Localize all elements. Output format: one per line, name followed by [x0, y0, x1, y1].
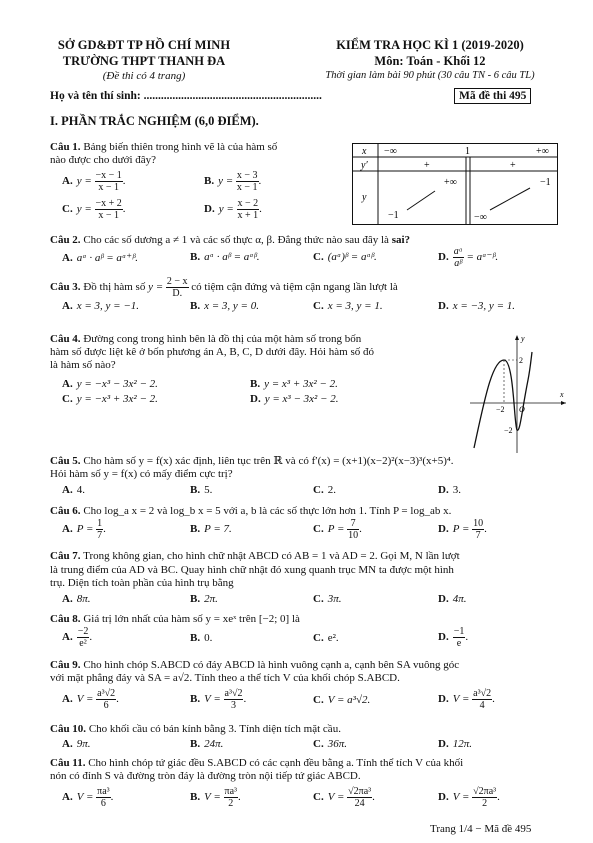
- q9-option-c: [313, 694, 370, 706]
- graph-y-arrow: [515, 335, 519, 340]
- q6-number: Câu 6.: [50, 505, 81, 517]
- q7-line2: là trung điểm của AD và BC. Quay hình chữ nhật đó xung quanh trục MN ta được một hình: [50, 564, 454, 576]
- time-note: Thời gian làm bài 90 phút (30 câu TN - 6 câu TL): [325, 70, 535, 81]
- q3-b-label: B.: [190, 300, 201, 312]
- q5-option-a: [62, 484, 85, 496]
- q9-b-den: 3: [231, 700, 237, 711]
- q1-option-b: B. y = $\frac{x - 3}{x - 1}$ .: [204, 170, 262, 193]
- q8-c-text: e².: [327, 632, 339, 644]
- q1-d-eq: y =: [218, 203, 234, 216]
- q9-a-frac: [96, 688, 116, 711]
- q3-num: 2 − x: [166, 276, 188, 287]
- q2-number: Câu 2.: [50, 234, 81, 246]
- q5-d-label: D.: [438, 484, 449, 496]
- q6-a-num: 1: [97, 518, 103, 529]
- q8-d-label: D.: [438, 631, 449, 644]
- q5-number: Câu 5.: [50, 455, 81, 467]
- q4-a-label: A.: [62, 378, 73, 390]
- q6-option-a: A. P = $\frac{1}{7}$ .: [62, 518, 106, 541]
- q6-option-c: C. P = $\frac{7}{10}$ .: [313, 518, 362, 541]
- q5-line2: Hỏi hàm số y = f(x) có mấy điểm cực trị?: [50, 468, 233, 480]
- q1-d-num: x − 2: [237, 198, 259, 209]
- q1-c-num: −x + 2: [95, 198, 122, 209]
- q6-option-d: D. P = $\frac{10}{7}$ .: [438, 518, 487, 541]
- q2-b-text: aᵅ · aᵝ = aᵅᵝ.: [204, 251, 260, 263]
- q11-line2: nón có đỉnh S và đường tròn đáy là đường tròn nội tiếp tứ giác ABCD.: [50, 770, 361, 782]
- q9-d-frac: [472, 688, 492, 711]
- q1-text1: Bảng biến thiên trong hình vẽ là của hàm số: [83, 141, 278, 153]
- q2-d-den: aᵝ: [454, 258, 463, 269]
- q10-c-label: C.: [313, 738, 324, 750]
- q3-b-text: x = 3, y = 0.: [204, 300, 259, 312]
- q4-option-a: [62, 378, 158, 390]
- q6-option-b: [190, 523, 232, 535]
- q4-a-text: y = −x³ − 3x² − 2.: [76, 378, 158, 390]
- q4-function-graph: [470, 330, 570, 455]
- q5-a-label: A.: [62, 484, 73, 496]
- q11-a-frac: [96, 786, 111, 809]
- q3-text-post: có tiệm cận đứng và tiệm cận ngang lần lượt là: [191, 281, 398, 294]
- table-minf: −∞: [384, 146, 397, 157]
- q2-option-d: [438, 246, 498, 269]
- q9-b-eq: V =: [204, 693, 221, 706]
- q1-text2: nào được cho dưới đây?: [50, 154, 157, 166]
- q1-b-den: x − 1: [236, 182, 258, 193]
- page-footer: Trang 1/4 − Mã đề 495: [430, 823, 532, 835]
- q7-a-text: 8π.: [76, 593, 91, 605]
- q9-d-den: 4: [479, 700, 485, 711]
- q5-d-text: 3.: [452, 484, 461, 496]
- q11-option-d: D. V = $\frac{\text{√2πa³}}{2}$ .: [438, 786, 500, 809]
- q5-text1: Cho hàm số y = f(x) xác định, liên tục trên ℝ và có f′(x) = (x+1)(x−2)²(x−3)³(x+5)⁴.: [83, 455, 454, 467]
- table-arrow-up: [407, 191, 435, 210]
- q9-c-text: V = a³√2.: [327, 694, 371, 706]
- q6-line: [50, 505, 451, 518]
- graph-tick-2: 2: [519, 356, 523, 365]
- q3-frac: [166, 276, 189, 299]
- q9-number: Câu 9.: [50, 659, 81, 671]
- q2-a-text: aᵅ · aᵝ = aᵅ⁺ᵝ.: [76, 252, 138, 264]
- q6-d-num: 10: [473, 518, 484, 529]
- q5-a-text: 4.: [76, 484, 85, 496]
- q3-c-text: x = 3, y = 1.: [327, 300, 383, 312]
- q9-text1: Cho hình chóp S.ABCD có đáy ABCD là hình vuông cạnh a, cạnh bên SA vuông góc: [83, 659, 460, 671]
- q2-sai: sai?: [391, 234, 411, 246]
- q4-line1: [50, 333, 361, 346]
- q3-option-c: [313, 300, 383, 312]
- school-name: TRƯỜNG THPT THANH ĐA: [62, 54, 226, 68]
- q3-d-text: x = −3, y = 1.: [452, 300, 515, 312]
- q9-line1: [50, 659, 459, 672]
- student-name-label: Họ và tên thí sinh: ..............................................................: [50, 90, 322, 102]
- q8-d-den: e: [456, 638, 462, 649]
- q3-number: Câu 3.: [50, 281, 81, 294]
- q8-option-b: [190, 632, 212, 644]
- q2-option-b: [190, 251, 260, 263]
- q10-d-text: 12π.: [452, 738, 472, 750]
- q1-option-d: D. y = $\frac{x - 2}{x + 1}$ .: [204, 198, 262, 221]
- table-plus2: +: [510, 160, 516, 171]
- q2-line: [50, 234, 410, 247]
- q3-a-label: A.: [62, 300, 73, 312]
- q9-b-num: a³√2: [224, 688, 243, 699]
- q9-option-a: A. V = $\frac{\text{a³√2}}{6}$ .: [62, 688, 119, 711]
- q10-b-label: B.: [190, 738, 201, 750]
- q5-line1: [50, 455, 453, 468]
- q6-a-label: A.: [62, 523, 73, 536]
- q11-c-eq: V =: [327, 791, 345, 804]
- table-neg1-left: −1: [388, 210, 399, 221]
- q9-line2: với mặt phẳng đáy và SA = a√2. Tính theo a thể tích V của khối chóp S.ABCD.: [50, 672, 400, 684]
- q6-d-den: 7: [475, 530, 481, 541]
- q9-d-num: a³√2: [473, 688, 492, 699]
- q11-b-label: B.: [190, 791, 201, 804]
- table-one: 1: [465, 146, 470, 157]
- q1-c-frac: [95, 198, 123, 221]
- q1-line1: [50, 141, 277, 154]
- q8-option-c: [313, 632, 339, 644]
- q5-b-text: 5.: [204, 484, 213, 496]
- q3-text-pre: Đồ thị hàm số: [83, 281, 146, 294]
- q11-b-den: 2: [228, 798, 234, 809]
- q11-option-a: A. V = $\frac{\text{πa³}}{6}$ .: [62, 786, 114, 809]
- q11-d-eq: V =: [452, 791, 470, 804]
- exam-title: KIỂM TRA HỌC KÌ 1 (2019-2020): [336, 38, 524, 52]
- q10-option-b: [190, 738, 223, 750]
- graph-tick-m2y: −2: [504, 426, 513, 435]
- q7-a-label: A.: [62, 593, 73, 605]
- section-title: I. PHẦN TRẮC NGHIỆM (6,0 ĐIỂM).: [50, 114, 259, 128]
- q7-option-a: [62, 593, 90, 605]
- q1-b-eq: y =: [218, 175, 234, 188]
- q10-c-text: 36π.: [327, 738, 347, 750]
- q10-number: Câu 10.: [50, 723, 87, 735]
- q6-c-den: 10: [348, 530, 359, 541]
- q6-b-text: P = 7.: [204, 523, 232, 535]
- q9-c-label: C.: [313, 694, 324, 706]
- pages-note: (Đề thi có 4 trang): [102, 70, 186, 82]
- q5-option-b: [190, 484, 212, 496]
- q8-text: Giá trị lớn nhất của hàm số y = xeˣ trên [−2; 0] là: [83, 613, 300, 625]
- q5-option-c: [313, 484, 336, 496]
- q1-a-label: A.: [62, 175, 73, 188]
- q1-option-a: A. y = $\frac{-x - 1}{x - 1}$ .: [62, 170, 126, 193]
- q11-d-den: 2: [482, 798, 488, 809]
- q9-b-label: B.: [190, 693, 201, 706]
- q7-c-text: 3π.: [327, 593, 342, 605]
- q4-c-text: y = −x³ + 3x² − 2.: [76, 393, 158, 405]
- table-x: x: [362, 146, 367, 157]
- q5-b-label: B.: [190, 484, 201, 496]
- q1-c-den: x − 1: [98, 210, 119, 221]
- q10-a-label: A.: [62, 738, 73, 750]
- q2-option-a: [62, 251, 138, 264]
- q3-den: D.: [172, 288, 183, 299]
- q11-number: Câu 11.: [50, 757, 86, 769]
- q6-a-den: 7: [97, 530, 103, 541]
- q11-c-label: C.: [313, 791, 324, 804]
- q11-d-num: √2πa³: [473, 786, 497, 797]
- table-yprime: y′: [361, 160, 368, 171]
- q11-text1: Cho hình chóp tứ giác đều S.ABCD có các cạnh đều bằng a. Tính thể tích V của khối: [88, 757, 464, 769]
- q6-text: Cho log_a x = 2 và log_b x = 5 với a, b là các số thực lớn hơn 1. Tính P = log_ab x.: [83, 505, 452, 517]
- q1-c-label: C.: [62, 203, 73, 216]
- q11-a-eq: V =: [76, 791, 94, 804]
- q5-option-d: [438, 484, 461, 496]
- q1-option-c: C. y = $\frac{-x + 2}{x - 1}$ .: [62, 198, 126, 221]
- graph-x-arrow: [561, 401, 566, 405]
- q8-line: [50, 613, 300, 626]
- q4-option-d: [250, 393, 338, 405]
- q1-a-frac: [95, 170, 123, 193]
- q3-c-label: C.: [313, 300, 324, 312]
- q3-a-text: x = 3, y = −1.: [76, 300, 139, 312]
- q8-a-frac: [77, 626, 90, 649]
- q6-c-num: 7: [347, 518, 359, 530]
- q2-text: Cho các số dương a ≠ 1 và các số thực α, β. Đẳng thức nào sau đây là: [83, 234, 389, 246]
- q8-a-num: −2: [77, 626, 89, 637]
- q11-a-label: A.: [62, 791, 73, 804]
- q8-option-a: A. $\frac{-2}{\text{e²}}$ .: [62, 626, 93, 649]
- q8-a-label: A.: [62, 631, 73, 644]
- q11-c-num: √2πa³: [348, 786, 372, 797]
- q7-option-b: [190, 593, 218, 605]
- q9-b-frac: [224, 688, 244, 711]
- q4-option-c: [62, 393, 158, 405]
- graph-origin: O: [519, 405, 525, 414]
- q4-number: Câu 4.: [50, 333, 81, 345]
- q1-variation-table: [352, 143, 558, 225]
- table-minf-bot: −∞: [474, 212, 487, 223]
- q11-d-frac: [472, 786, 497, 809]
- table-neg1-right: −1: [540, 177, 551, 188]
- q6-c-eq: P =: [327, 523, 345, 536]
- q6-a-eq: P =: [76, 523, 94, 536]
- q4-line3: là hàm số nào?: [50, 359, 116, 371]
- q3-eq: y =: [148, 281, 164, 294]
- q9-a-eq: V =: [76, 693, 94, 706]
- q2-option-c: [313, 251, 377, 263]
- graph-curve: [474, 352, 532, 448]
- q8-option-d: D. $\frac{-1}{e}$ .: [438, 626, 469, 649]
- q11-a-den: 6: [100, 798, 106, 809]
- q9-option-b: B. V = $\frac{\text{a³√2}}{3}$ .: [190, 688, 247, 711]
- q3-option-d: [438, 300, 515, 312]
- q10-option-d: [438, 738, 472, 750]
- q3-option-b: [190, 300, 259, 312]
- q8-b-label: B.: [190, 632, 201, 644]
- q9-a-den: 6: [103, 700, 109, 711]
- q6-c-frac: [347, 518, 359, 541]
- q3-option-a: [62, 300, 139, 312]
- q2-c-text: (aᵅ)ᵝ = aᵅᵝ.: [327, 251, 377, 263]
- q1-d-label: D.: [204, 203, 215, 216]
- q2-b-label: B.: [190, 251, 201, 263]
- q7-d-label: D.: [438, 593, 449, 605]
- q6-d-frac: [472, 518, 484, 541]
- table-y: y: [362, 192, 367, 203]
- q5-c-label: C.: [313, 484, 324, 496]
- q2-d-frac: [453, 246, 464, 269]
- q11-b-frac: [224, 786, 239, 809]
- q9-d-label: D.: [438, 693, 449, 706]
- q11-d-label: D.: [438, 791, 449, 804]
- q8-d-frac: [453, 626, 466, 649]
- q1-b-num: x − 3: [236, 170, 258, 181]
- q7-b-text: 2π.: [204, 593, 218, 605]
- q6-b-label: B.: [190, 523, 201, 535]
- graph-x-label: x: [560, 390, 564, 399]
- q1-number: Câu 1.: [50, 141, 81, 153]
- q10-a-text: 9π.: [76, 738, 91, 750]
- q7-text1: Trong không gian, cho hình chữ nhật ABCD có AB = 1 và AD = 2. Gọi M, N lần lượt: [83, 550, 460, 562]
- q4-text1: Đường cong trong hình bên là đồ thị của một hàm số trong bốn: [83, 333, 362, 345]
- q4-c-label: C.: [62, 393, 73, 405]
- q2-d-label: D.: [438, 251, 449, 264]
- q8-b-text: 0.: [204, 632, 213, 644]
- q4-option-b: [250, 378, 338, 390]
- q4-b-text: y = x³ + 3x² − 2.: [264, 378, 338, 390]
- graph-y-label: y: [521, 334, 525, 343]
- q6-d-eq: P =: [452, 523, 470, 536]
- q11-c-den: 24: [354, 798, 365, 809]
- q3-d-label: D.: [438, 300, 449, 312]
- q4-line2: hàm số được liệt kê ở bốn phương án A, B, C, D dưới đây. Hỏi hàm số đó: [50, 346, 374, 358]
- q11-option-b: B. V = $\frac{\text{πa³}}{2}$ .: [190, 786, 241, 809]
- q7-line3: trụ. Diện tích toàn phần của hình trụ bằng: [50, 577, 234, 589]
- q8-d-num: −1: [453, 626, 465, 637]
- q1-b-label: B.: [204, 175, 215, 188]
- q11-b-num: πa³: [224, 786, 238, 797]
- q2-c-label: C.: [313, 251, 324, 263]
- table-arrow-up-2: [490, 188, 530, 210]
- q10-b-text: 24π.: [204, 738, 224, 750]
- q2-d-text: = aᵅ⁻ᵝ.: [466, 251, 499, 264]
- table-pinf: +∞: [536, 146, 549, 157]
- q7-line1: [50, 550, 460, 563]
- q7-c-label: C.: [313, 593, 324, 605]
- q8-c-label: C.: [313, 632, 324, 644]
- q5-c-text: 2.: [327, 484, 336, 496]
- q10-d-label: D.: [438, 738, 449, 750]
- table-pinf-top: +∞: [444, 177, 457, 188]
- q6-d-label: D.: [438, 523, 449, 536]
- q11-line1: [50, 757, 463, 770]
- q1-a-num: −x − 1: [95, 170, 122, 181]
- q2-d-num: aᵅ: [453, 246, 463, 257]
- q6-a-frac: [96, 518, 103, 541]
- q10-option-c: [313, 738, 347, 750]
- q9-option-d: D. V = $\frac{\text{a³√2}}{4}$ .: [438, 688, 495, 711]
- q7-number: Câu 7.: [50, 550, 81, 562]
- q8-a-den: e²: [79, 638, 87, 649]
- q7-b-label: B.: [190, 593, 201, 605]
- q10-option-a: [62, 738, 90, 750]
- q11-a-num: πa³: [97, 786, 110, 797]
- q1-d-den: x + 1: [237, 210, 259, 221]
- q7-d-text: 4π.: [452, 593, 467, 605]
- q10-text: Cho khối cầu có bán kính bằng 3. Tính diện tích mặt cầu.: [88, 723, 341, 735]
- q9-a-num: a³√2: [97, 688, 116, 699]
- q4-d-text: y = x³ − 3x² − 2.: [264, 393, 339, 405]
- q6-c-label: C.: [313, 523, 324, 536]
- q9-d-eq: V =: [452, 693, 470, 706]
- exam-code-box: Mã đề thi 495: [454, 88, 531, 104]
- q10-line: [50, 723, 341, 736]
- q4-b-label: B.: [250, 378, 261, 390]
- q3-line: [50, 276, 398, 299]
- q7-option-d: [438, 593, 466, 605]
- table-plus1: +: [424, 160, 430, 171]
- q1-a-den: x − 1: [98, 182, 119, 193]
- subject: Môn: Toán - Khối 12: [374, 54, 486, 68]
- q8-number: Câu 8.: [50, 613, 81, 625]
- department-name: SỞ GD&ĐT TP HỒ CHÍ MINH: [57, 38, 231, 52]
- q11-option-c: C. V = $\frac{\text{√2πa³}}{24}$ .: [313, 786, 375, 809]
- q1-a-eq: y =: [76, 175, 92, 188]
- q9-a-label: A.: [62, 693, 73, 706]
- q11-b-eq: V =: [204, 791, 221, 804]
- q2-a-label: A.: [62, 252, 73, 264]
- q1-b-frac: [236, 170, 259, 193]
- q1-c-eq: y =: [76, 203, 92, 216]
- q4-d-label: D.: [250, 393, 261, 405]
- q1-d-frac: [237, 198, 260, 221]
- graph-tick-m2x: −2: [496, 405, 505, 414]
- q7-option-c: [313, 593, 341, 605]
- q11-c-frac: [347, 786, 372, 809]
